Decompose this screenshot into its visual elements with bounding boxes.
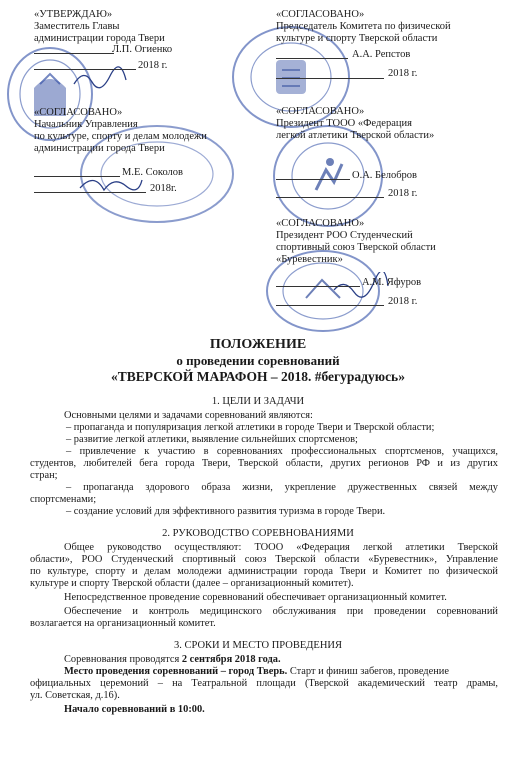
signature-line bbox=[34, 176, 120, 177]
signature-line bbox=[34, 53, 114, 54]
approval-heading: «СОГЛАСОВАНО» bbox=[276, 9, 365, 20]
list-item: – создание условий для эффективного развития туризма в городе Твери. bbox=[66, 506, 386, 517]
approval-organization: спортивный союз Тверской области bbox=[276, 242, 436, 253]
approval-date: 2018 г. bbox=[138, 60, 168, 71]
document-subtitle: о проведении соревнований bbox=[176, 353, 340, 368]
paragraph-line: стран; bbox=[30, 470, 58, 481]
approval-position: Президент ТООО «Федерация bbox=[276, 118, 412, 129]
approval-heading: «СОГЛАСОВАНО» bbox=[276, 106, 365, 117]
date-line bbox=[276, 197, 384, 198]
event-place-line bbox=[64, 666, 498, 678]
approval-date: 2018 г. bbox=[388, 188, 418, 199]
list-item: – развитие легкой атлетики, выявление сильнейших спортсменов; bbox=[66, 434, 358, 445]
list-item: – пропаганда и популяризация легкой атлетики в городе Твери и Тверской области; bbox=[66, 422, 435, 433]
approval-date: 2018 г. bbox=[388, 296, 418, 307]
paragraph-line: Обеспечение и контроль медицинского обслуживания при проведении соревнований bbox=[64, 606, 498, 617]
approval-date: 2018г. bbox=[150, 183, 177, 194]
event-place-rest: Старт и финиш забегов, проведение bbox=[287, 666, 449, 677]
paragraph-line: Непосредственное проведение соревнований обеспечивает организационный комитет. bbox=[64, 592, 447, 603]
signature-line bbox=[276, 179, 350, 180]
approval-position: Начальник Управления bbox=[34, 119, 138, 130]
paragraph-line: студентов, любителей бега города Твери, Тверской области, других регионов РФ и из других bbox=[30, 458, 498, 469]
approval-organization: по культуре, спорту и делам молодежи bbox=[34, 131, 207, 142]
signature-line bbox=[276, 58, 348, 59]
approval-position: Президент РОО Студенческий bbox=[276, 230, 413, 241]
paragraph-line: Основными целями и задачами соревнований являются: bbox=[64, 410, 313, 421]
paragraph-line: спортсменами; bbox=[30, 494, 97, 505]
approval-organization-2: администрации города Твери bbox=[34, 143, 165, 154]
section-heading-dates: 3. СРОКИ И МЕСТО ПРОВЕДЕНИЯ bbox=[173, 640, 342, 651]
event-place: Место проведения соревнований – город Тверь. bbox=[64, 666, 288, 677]
approval-signer: О.А. Белобров bbox=[352, 170, 418, 181]
paragraph-line: ул. Советская, д.16). bbox=[30, 690, 120, 701]
event-start-time: Начало соревнований в 10:00. bbox=[64, 704, 205, 715]
paragraph-line: официальных церемоний – на Театральной площади (Тверской академический театр драмы, bbox=[30, 678, 498, 689]
event-date: 2 сентября 2018 года. bbox=[181, 654, 281, 665]
approval-heading: «УТВЕРЖДАЮ» bbox=[34, 9, 113, 20]
approval-position: Председатель Комитета по физической bbox=[276, 21, 451, 32]
date-line bbox=[276, 78, 384, 79]
date-line bbox=[276, 305, 384, 306]
paragraph-line: возлагается на организационный комитет. bbox=[30, 618, 216, 629]
document-title: ПОЛОЖЕНИЕ bbox=[209, 337, 307, 352]
list-item: – привлечение к участию в соревнованиях профессиональных спортсменов, учащихся, bbox=[66, 446, 498, 457]
approval-organization: легкой атлетики Тверской области» bbox=[276, 130, 435, 141]
approval-signer: А.А. Репстов bbox=[352, 49, 411, 60]
date-line bbox=[34, 69, 136, 70]
approval-position: Заместитель Главы bbox=[34, 21, 120, 32]
section-heading-management: 2. РУКОВОДСТВО СОРЕВНОВАНИЯМИ bbox=[162, 528, 354, 539]
paragraph-line: области», РОО Студенческий спортивный союз Тверской области «Буревестник», Управление bbox=[30, 554, 498, 565]
paragraph-line: по культуре, спорту и делам молодежи администрации города Твери и Комитет по физической bbox=[30, 566, 498, 577]
approval-heading: «СОГЛАСОВАНО» bbox=[276, 218, 365, 229]
paragraph-line: Общее руководство осуществляют: ТООО «Федерация легкой атлетики Тверской bbox=[64, 542, 498, 553]
event-name: «ТВЕРСКОЙ МАРАФОН – 2018. #бегурадуюсь» bbox=[111, 369, 405, 384]
approval-signer: М.Е. Соколов bbox=[122, 167, 184, 178]
approval-heading: «СОГЛАСОВАНО» bbox=[34, 107, 123, 118]
approval-organization-2: «Буревестник» bbox=[276, 254, 343, 265]
approval-organization: культуре и спорту Тверской области bbox=[276, 33, 438, 44]
approval-signer: Л.П. Огиенко bbox=[112, 44, 173, 55]
section-heading-goals: 1. ЦЕЛИ И ЗАДАЧИ bbox=[211, 396, 305, 407]
paragraph-line: культуре и спорту Тверской области (далее – организационный комитет). bbox=[30, 578, 354, 589]
approval-organization: администрации города Твери bbox=[34, 33, 165, 44]
list-item: – пропаганда здорового образа жизни, укрепление дружественных связей между bbox=[66, 482, 498, 493]
signature-line bbox=[276, 286, 360, 287]
event-date-prefix: Соревнования проводятся bbox=[64, 654, 182, 665]
approval-signer: А.М. Яфуров bbox=[362, 277, 422, 288]
date-line bbox=[34, 192, 146, 193]
event-date-line bbox=[64, 654, 281, 666]
approval-date: 2018 г. bbox=[388, 68, 418, 79]
